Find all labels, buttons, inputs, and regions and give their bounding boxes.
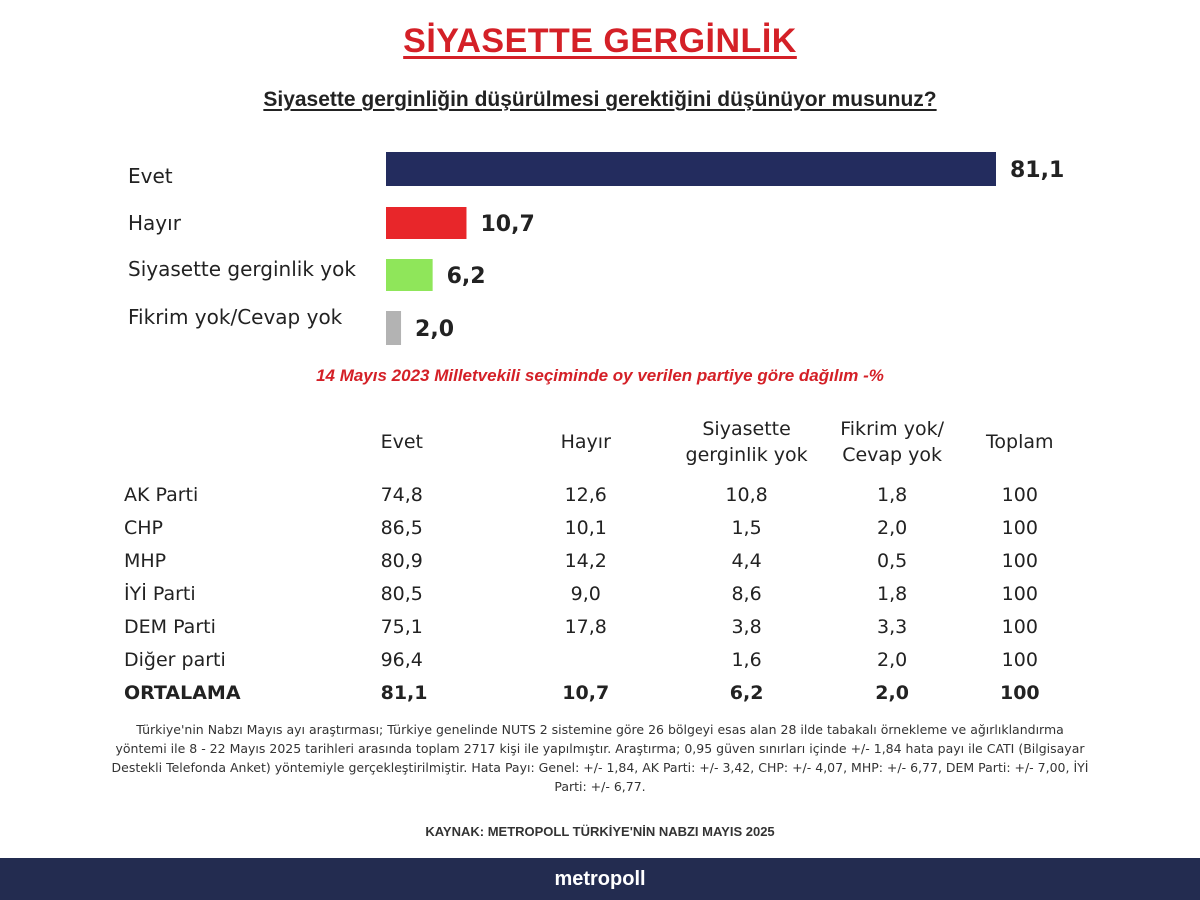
- cell-toplam: 100: [1001, 648, 1038, 671]
- cell-fikrim-yok: 3,3: [877, 615, 908, 638]
- cell-hayir: 12,6: [564, 483, 607, 506]
- party-name: MHP: [124, 549, 167, 572]
- cell-siyasette-gerginlik-yok: 1,5: [731, 516, 762, 539]
- footer-logo: metropoll: [554, 867, 646, 890]
- value-label: 2,0: [415, 317, 455, 342]
- source-line: KAYNAK: METROPOLL TÜRKİYE'NİN NABZI MAYIS 2025: [425, 824, 775, 839]
- cell-evet: 75,1: [380, 615, 423, 638]
- average-label: ORTALAMA: [124, 681, 241, 704]
- average-siyasette-gerginlik-yok: 6,2: [729, 681, 764, 704]
- bar-2: [386, 207, 466, 239]
- cell-fikrim-yok: 2,0: [877, 516, 908, 539]
- table-row: [118, 643, 1076, 676]
- page-title: SİYASETTE GERGİNLİK: [403, 22, 797, 60]
- cell-toplam: 100: [1001, 615, 1038, 638]
- bar-1: [386, 152, 996, 186]
- header-toplam: Toplam: [986, 431, 1054, 454]
- cell-hayir: 9,0: [570, 582, 601, 605]
- survey-question: Siyasette gerginliğin düşürülmesi gerektiğini düşünüyor musunuz?: [263, 88, 937, 111]
- table-row: [118, 544, 1076, 577]
- cell-hayir: [499, 643, 673, 676]
- average-evet: 81,1: [380, 681, 428, 704]
- cell-siyasette-gerginlik-yok: 3,8: [731, 615, 762, 638]
- cell-toplam: 100: [1001, 516, 1038, 539]
- bar-3: [386, 259, 433, 291]
- cell-hayir: 17,8: [564, 615, 607, 638]
- header-party: [118, 408, 339, 478]
- party-name: CHP: [124, 516, 164, 539]
- cell-toplam: 100: [1001, 549, 1038, 572]
- response-bar-chart: [0, 0, 1200, 360]
- cell-evet: 80,9: [380, 549, 423, 572]
- party-name: DEM Parti: [124, 615, 216, 638]
- table-row: [118, 511, 1076, 544]
- cell-evet: 86,5: [380, 516, 423, 539]
- cell-fikrim-yok: 1,8: [877, 483, 908, 506]
- cell-hayir: 10,1: [564, 516, 607, 539]
- table-average-row: [118, 676, 1076, 709]
- category-label: Hayır: [128, 211, 181, 235]
- average-hayir: 10,7: [562, 681, 610, 704]
- cell-evet: 96,4: [380, 648, 423, 671]
- table-header-row: [118, 408, 1076, 478]
- cell-toplam: 100: [1001, 483, 1038, 506]
- table-row: [118, 577, 1076, 610]
- value-label: 6,2: [446, 264, 486, 289]
- header-evet: Evet: [380, 431, 423, 454]
- category-label: Evet: [128, 164, 173, 188]
- header-fikrim-yok: Fikrim yok/ Cevap yok: [840, 418, 944, 466]
- header-hayir: Hayır: [560, 431, 611, 454]
- cell-siyasette-gerginlik-yok: 4,4: [731, 549, 762, 572]
- average-toplam: 100: [999, 681, 1040, 704]
- cell-evet: 74,8: [380, 483, 423, 506]
- category-label: Fikrim yok/Cevap yok: [128, 305, 343, 329]
- party-breakdown-table: [118, 408, 1076, 709]
- cell-siyasette-gerginlik-yok: 8,6: [731, 582, 762, 605]
- value-label: 81,1: [1010, 158, 1065, 183]
- category-label: Siyasette gerginlik yok: [128, 257, 356, 281]
- value-label: 10,7: [480, 212, 535, 237]
- cell-fikrim-yok: 1,8: [877, 582, 908, 605]
- party-name: AK Parti: [124, 483, 199, 506]
- cell-siyasette-gerginlik-yok: 10,8: [725, 483, 768, 506]
- cell-hayir: 14,2: [564, 549, 607, 572]
- table-row: [118, 610, 1076, 643]
- average-fikrim-yok: 2,0: [875, 681, 909, 704]
- cell-siyasette-gerginlik-yok: 1,6: [731, 648, 762, 671]
- table-subtitle: 14 Mayıs 2023 Milletvekili seçiminde oy verilen partiye göre dağılım -%: [316, 366, 884, 385]
- cell-toplam: 100: [1001, 582, 1038, 605]
- party-name: İYİ Parti: [124, 582, 196, 605]
- header-siyasette-gerginlik-yok: Siyasette gerginlik yok: [685, 418, 808, 466]
- cell-fikrim-yok: 0,5: [877, 549, 908, 572]
- footer-bar: [0, 858, 1200, 900]
- methodology-notes: Türkiye'nin Nabzı Mayıs ayı araştırması; Türkiye genelinde NUTS 2 sistemine göre 26 bölgeyi esas alan 28 ilde tabakalı örnekleme ve ağırlıklandırma yöntemi ile 8 - 22 Mayıs 2025 tarihleri arasında toplam 2717 kişi ile yapılmıştır. Araştırma; 0,95 güven sınırları içinde +/- 1,84 hata payı ile CATI (Bilgisayar Destekli Telefonda Anket) yöntemiyle gerçekleştirilmiştir. Hata Payı: Genel: +/- 1,84, AK Parti: +/- 3,42, CHP: +/- 4,07, MHP: +/- 6,77, DEM Parti: +/- 7,00, İYİ Parti: +/- 6,77.: [111, 722, 1089, 794]
- table-row: [118, 478, 1076, 511]
- cell-fikrim-yok: 2,0: [877, 648, 908, 671]
- bar-4: [386, 311, 401, 345]
- party-name: Diğer parti: [124, 648, 226, 671]
- cell-evet: 80,5: [380, 582, 423, 605]
